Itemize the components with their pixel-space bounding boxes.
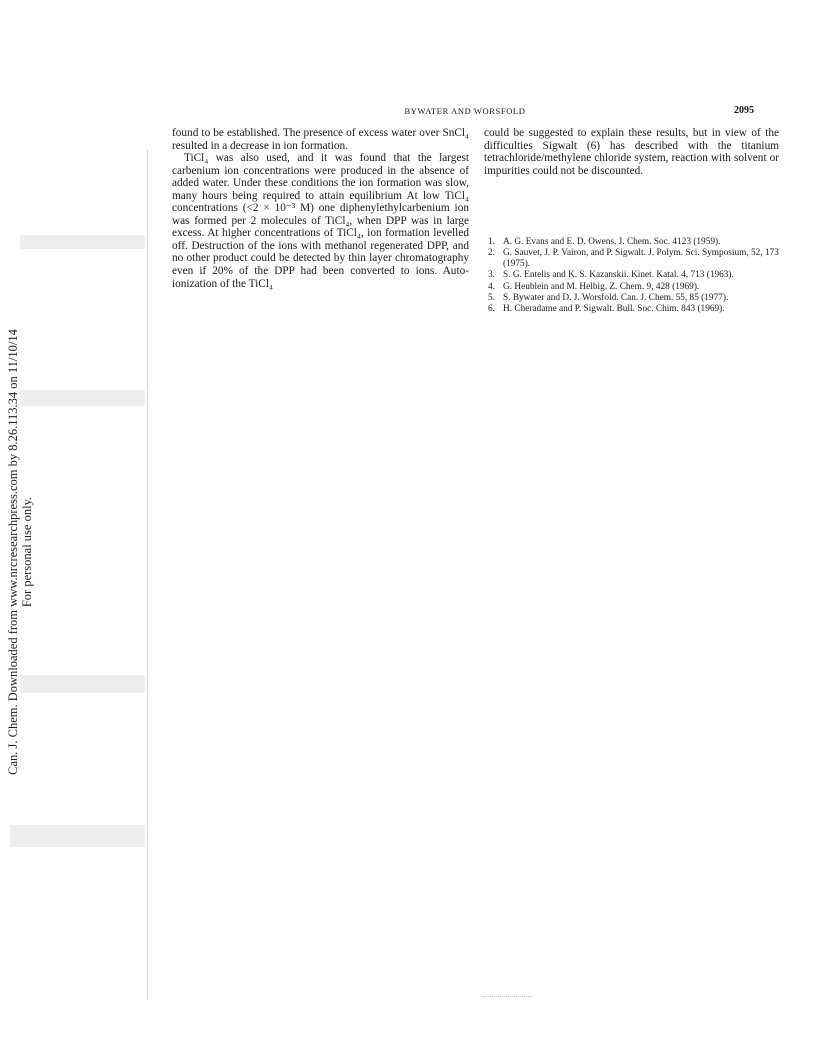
page-gutter-line [147,150,148,1000]
reference-number: 3. [488,270,495,281]
reference-number: 5. [488,293,495,304]
page-number: 2095 [734,105,754,116]
reference-item [484,237,781,247]
bottom-mark [483,996,531,999]
reference-number: 2. [488,248,495,259]
running-head: BYWATER AND WORSFOLD [404,106,526,116]
download-stamp-line1: Can. J. Chem. Downloaded from www.nrcresearchpress.com by 8.26.113.34 on 11/10/14 [6,329,20,775]
paragraph: could be suggested to explain these results, but in view of the difficulties Sigwalt (6) has described with the titanium tetrachloride/methylene chloride system, reaction with solvent or impurities could not be discounted. [484,127,779,177]
reference-text: S. G. Entelis and K. S. Kazanskii. Kinet. Katal. 4, 713 (1963). [503,270,734,281]
reference-item [484,282,781,292]
reference-text: G. Heublein and M. Helbig. Z. Chem. 9, 428 (1969). [503,281,700,292]
reference-item [484,270,781,280]
reference-item [484,248,781,269]
left-column [172,127,469,290]
download-stamp-line2: For personal use only. [20,496,34,608]
reference-list [484,237,781,316]
reference-item [484,304,781,314]
paragraph: found to be established. The presence of excess water over SnCl₄ resulted in a decrease in ion formation. [172,127,469,152]
reference-text: H. Cheradame and P. Sigwalt. Bull. Soc. Chim. 843 (1969). [503,304,725,315]
right-column [484,127,779,177]
download-stamp [6,262,34,842]
reference-number: 6. [488,304,495,315]
reference-item [484,293,781,303]
scan-smudge [20,235,145,249]
reference-text: A. G. Evans and E. D. Owens. J. Chem. Soc. 4123 (1959). [503,237,721,247]
reference-number: 4. [488,281,495,292]
reference-number: 1. [488,237,495,247]
scan-smudge [20,675,145,693]
reference-text: S. Bywater and D. J. Worsfold. Can. J. Chem. 55, 85 (1977). [503,293,729,304]
reference-text: G. Sauvet, J. P. Vairon, and P. Sigwalt. J. Polym. Sci. Symposium, 52, 173 (1975). [503,248,779,269]
scan-smudge [20,390,145,406]
paragraph: TiCl₄ was also used, and it was found that the largest carbenium ion concentrations were produced in the absence of added water. Under these conditions the ion formation was slow, many hours being required to attain equilibrium At low TiCl₄ concentrations (<2 × 10⁻³ M) one diphenylethylcarbenium ion was formed per 2 molecules of TiCl₄, when DPP was in large excess. At higher concentrations of TiCl₄, ion formation levelled off. Destruction of the ions with methanol regenerated DPP, and no other product could be detected by thin layer chromatography even if 20% of the DPP had been converted to ions. Auto-ionization of the TiCl₄ [172,152,469,290]
